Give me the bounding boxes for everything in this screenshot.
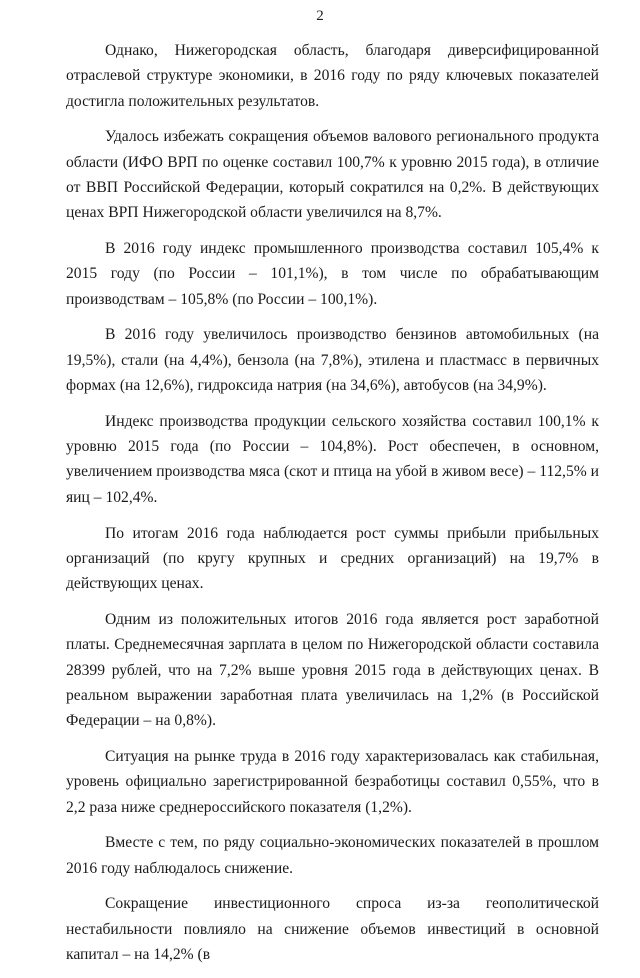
paragraph-investment: Сокращение инвестиционного спроса из-за геополитической нестабильности повлияло на снижение объемов инвестиций в основной капитал – на 14,2% (в (66, 895, 599, 963)
paragraph-production-growth: В 2016 году увеличилось производство бензинов автомобильных (на 19,5%), стали (на 4,4%), бензола (на 7,8%), этилена и пластмасс в первичных формах (на 12,6%), гидроксида натрия (на 34,6%), автобусов (на 34,9%). (66, 326, 599, 395)
paragraph-diversified-economy: Однако, Нижегородская область, благодаря диверсифицированной отраслевой структуре экономики, в 2016 году по ряду ключевых показателей достигла положительных результатов. (66, 42, 599, 110)
paragraph-grp: Удалось избежать сокращения объемов валового регионального продукта области (ИФО ВРП по оценке составил 100,7% к уровню 2015 года), в отличие от ВВП Российской Федерации, который сократился на 0,2%. В действующих ценах ВРП Нижегородской области увеличился на 8,7%. (66, 128, 599, 222)
page-number: 2 (316, 8, 324, 24)
document-body (66, 38, 599, 978)
paragraph-industrial-index: В 2016 году индекс промышленного производства составил 105,4% к 2015 году (по России – 101,1%), в том числе по обрабатывающим производствам – 105,8% (по России – 100,1%). (66, 240, 599, 308)
paragraph-agriculture: Индекс производства продукции сельского хозяйства составил 100,1% к уровню 2015 года (по России – 104,8%). Рост обеспечен, в основном, увеличением производства мяса (скот и птица на убой в живом весе) – 112,5% и яиц – 102,4%. (66, 412, 599, 506)
paragraph-profit: По итогам 2016 года наблюдается рост суммы прибыли прибыльных организаций (по кругу крупных и средних организаций) на 19,7% в действующих ценах. (66, 524, 599, 593)
paragraph-labor-market: Ситуация на рынке труда в 2016 году характеризовалась как стабильная, уровень официально зарегистрированной безработицы составил 0,55%, что в 2,2 раза ниже среднероссийского показателя (1,2%). (66, 747, 599, 816)
paragraph-decline: Вместе с тем, по ряду социально-экономических показателей в прошлом 2016 году наблюдалось снижение. (66, 834, 599, 877)
paragraph-wages: Одним из положительных итогов 2016 года является рост заработной платы. Среднемесячная зарплата в целом по Нижегородской области составила 28399 рублей, что на 7,2% выше уровня 2015 года в действующих ценах. В реальном выражении заработная плата увеличилась на 1,2% (в Российской Федерации – на 0,8%). (66, 610, 599, 730)
